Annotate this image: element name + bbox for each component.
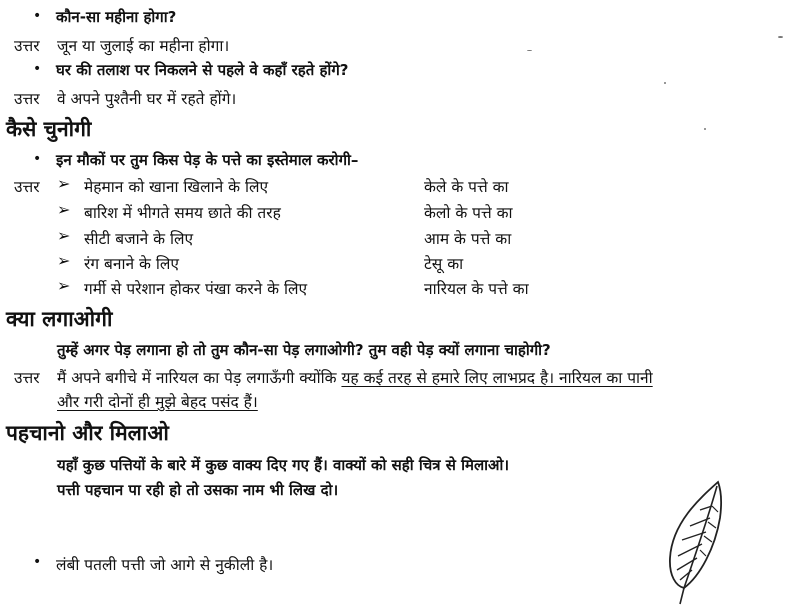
instruction-line1: यहाँ कुछ पत्तियों के बारे में कुछ वाक्य दिए गए हैं। वाक्यों को सही चित्र से मिलाओ। [57,456,510,474]
answer-label: उत्तर [14,37,40,55]
arrow-icon: ➢ [57,200,71,219]
question-which-tree: तुम्हें अगर पेड़ लगाना हो तो तुम कौन-सा पेड़ लगाओगी? तुम वही पेड़ क्यों लगाना चाहोगी? [57,341,551,359]
answer-label: उत्तर [14,90,40,108]
use-item: बारिश में भीगते समय छाते की तरह [84,204,281,222]
answer-label: उत्तर [14,369,40,387]
scan-speck [527,50,532,51]
leaf-item: आम के पत्ते का [424,230,512,248]
leaf-item: केलो के पत्ते का [424,204,513,222]
arrow-icon: ➢ [57,174,71,193]
leaf-sketch-icon [660,478,730,608]
leaf-item: नारियल के पत्ते का [424,280,529,298]
answer-tree-plain: मैं अपने बगीचे में नारियल का पेड़ लगाऊँगी क्योंकि [57,369,337,387]
scan-speck [664,82,666,84]
section-heading-identify: पहचानो और मिलाओ [6,421,169,445]
question-month: कौन-सा महीना होगा? [56,8,177,26]
leaf-item: केले के पत्ते का [424,178,509,196]
bullet: • [33,151,42,167]
answer-home: वे अपने पुश्तैनी घर में रहते होंगे। [57,90,237,108]
scan-speck [704,128,706,130]
arrow-icon: ➢ [57,251,71,270]
instruction-line2: पत्ती पहचान पा रही हो तो उसका नाम भी लिख दो। [57,481,339,499]
use-item: सीटी बजाने के लिए [84,230,194,248]
arrow-icon: ➢ [57,226,71,245]
bullet: • [33,61,42,77]
answer-month: जून या जुलाई का महीना होगा। [57,37,230,55]
section-heading-choose: कैसे चुनोगी [6,117,92,141]
question-home: घर की तलाश पर निकलने से पहले वे कहाँ रहते होंगे? [56,61,349,79]
answer-tree-underlined: यह कई तरह से हमारे लिए लाभप्रद है। नारियल का पानी [341,369,653,387]
bullet: • [33,554,42,570]
bullet: • [33,8,42,24]
question-leaf-use: इन मौकों पर तुम किस पेड़ के पत्ते का इस्तेमाल करोगी– [56,151,359,169]
use-item: रंग बनाने के लिए [84,255,179,273]
use-item: गर्मी से परेशान होकर पंखा करने के लिए [84,280,308,298]
answer-label: उत्तर [14,178,40,196]
leaf-description-item: लंबी पतली पत्ती जो आगे से नुकीली है। [56,556,274,574]
section-heading-plant: क्या लगाओगी [6,307,113,331]
scan-speck [778,36,783,38]
arrow-icon: ➢ [57,276,71,295]
leaf-item: टेसू का [424,255,464,273]
answer-tree-line2: और गरी दोनों ही मुझे बेहद पसंद हैं। [57,393,258,411]
answer-tree-line1 [57,366,653,388]
use-item: मेहमान को खाना खिलाने के लिए [84,178,269,196]
